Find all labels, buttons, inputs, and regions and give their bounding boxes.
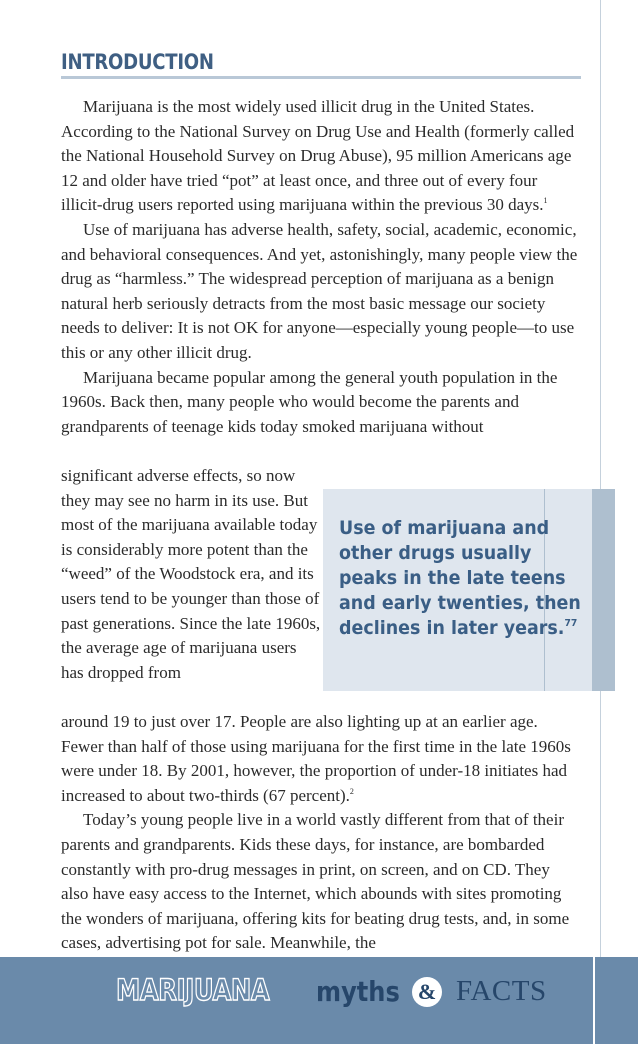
logo-word-facts: FACTS	[456, 975, 547, 1007]
paragraph-3-end: around 19 to just over 17. People are also lighting up at an earlier age. Fewer than half of those using marijuana for the first time in the late 1960s were under 18. By 2001, however, the proportion of under-18 initiates had increased to about two-thirds (67 percent).$^2$	[61, 712, 571, 805]
paragraph-4: Today’s young people live in a world vastly different from that of their parents and grandparents. Kids these days, for instance, are bombarded constantly with pro-drug messages in print, on screen, and on CD. They also have easy access to the Internet, which abounds with sites promoting the wonders of marijuana, offering kits for beating drug tests, and, in some cases, advertising pot for sale. Meanwhile, the	[61, 810, 570, 953]
footnote-ref-77: 77	[564, 618, 578, 629]
section-heading: INTRODUCTION	[61, 50, 214, 74]
series-logo	[116, 973, 547, 1008]
page-number: 1	[613, 989, 621, 1006]
paragraph-3-middle: significant adverse effects, so now they may see no harm in its use. But most of the marijuana available today is considerably more potent than the “weed” of the Woodstock era, and its users tend to be younger than those of past generations. Since the late 1960s, the average age of marijuana users has dropped from	[61, 466, 321, 682]
paragraph-1: Marijuana is the most widely used illicit drug in the United States. According to the National Survey on Drug Use and Health (formerly called the National Household Survey on Drug Abuse), 95 million Americans age 12 and older have tried “pot” at least once, and three out of every four illicit-drug users reported using marijuana within the previous 30 days.$^1$	[61, 97, 575, 215]
heading-underline	[61, 76, 581, 79]
pull-quote-line: and early twenties, then	[339, 592, 581, 614]
footnote-ref-2: 2	[349, 786, 354, 796]
logo-ampersand: &	[412, 977, 442, 1007]
footnote-ref-1: 1	[543, 196, 548, 206]
logo-word-myths: myths	[316, 975, 400, 1008]
paragraph-2: Use of marijuana has adverse health, safety, social, academic, economic, and behavioral consequences. And yet, astonishingly, many people view the drug as “harmless.” The widespread perception of marijuana as a benign natural herb seriously detracts from the most basic message our society needs to deliver: It is not OK for anyone—especially young people—to use this or any other illicit drug.	[61, 219, 578, 362]
pull-quote-line: declines in later years.$^{77}$	[339, 617, 578, 639]
body-text-wrapped	[61, 464, 323, 685]
pull-quote-line: Use of marijuana and	[339, 517, 550, 539]
margin-rule	[600, 0, 601, 957]
body-text-upper	[61, 95, 581, 439]
pull-quote-bar	[592, 489, 615, 691]
footer-divider	[593, 957, 595, 1044]
pull-quote-line: peaks in the late teens	[339, 567, 566, 589]
body-text-lower	[61, 710, 581, 956]
pull-quote-line: other drugs usually	[339, 542, 532, 564]
logo-word-marijuana: MARIJUANA	[116, 973, 270, 1007]
pull-quote-text	[339, 516, 581, 641]
paragraph-3-start: Marijuana became popular among the general youth population in the 1960s. Back then, many people who would become the parents and grandparents of teenage kids today smoked marijuana without	[61, 367, 558, 436]
